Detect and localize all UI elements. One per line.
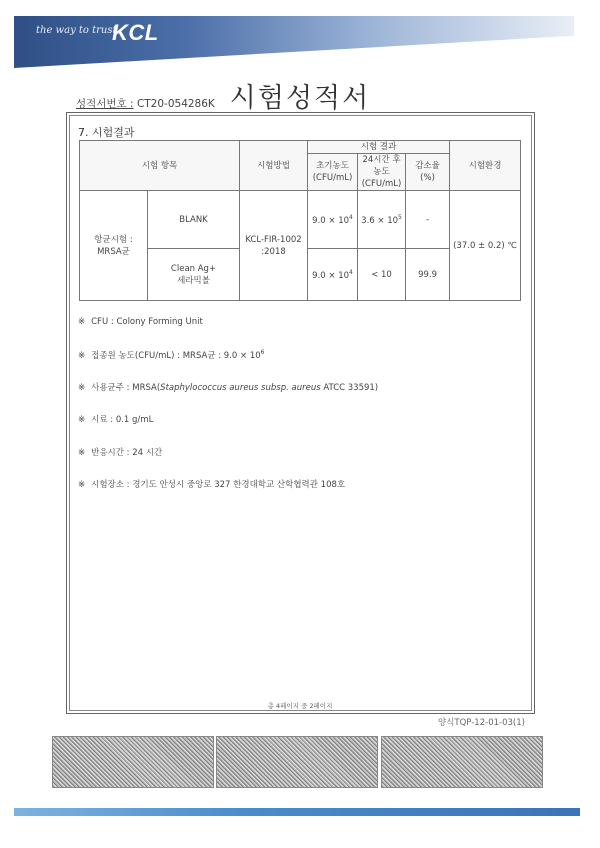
- note-reaction-time: ※ 반응시간 : 24 시간: [78, 448, 163, 458]
- blank-after-24h: $3.6 \times 10^5$: [358, 191, 406, 249]
- header-initial-conc: 초기농도 (CFU/mL): [308, 154, 358, 191]
- header-method: 시험방법: [240, 141, 308, 191]
- note-test-location: ※ 시험장소 : 경기도 안성시 중앙로 327 한경대학교 산학협력관 108호: [78, 480, 346, 490]
- note-sample: ※ 시료 : 0.1 g/mL: [78, 415, 154, 425]
- sample-initial-conc: $9.0 \times 10^4$: [308, 249, 358, 301]
- footer-bar: [14, 808, 580, 816]
- results-table: [79, 140, 521, 301]
- security-pattern-left: [52, 736, 214, 788]
- header-after-24h: 24시간 후 농도 (CFU/mL): [358, 154, 406, 191]
- test-environment: (37.0 ± 0.2) ℃: [450, 191, 521, 301]
- sample-after-24h: < 10: [358, 249, 406, 301]
- report-number-label: 성적서번호 :: [76, 98, 134, 110]
- sample-reduction: 99.9: [406, 249, 450, 301]
- header-banner: [14, 16, 574, 68]
- header-test-item: 시험 항목: [80, 141, 240, 191]
- note-strain: ※ 사용균주 : MRSA(Staphylococcus aureus subsp. aureus ATCC 33591): [78, 383, 379, 393]
- security-pattern-middle: [216, 736, 378, 788]
- sample-blank: BLANK: [148, 191, 240, 249]
- test-method: KCL-FIR-1002 :2018: [240, 191, 308, 301]
- report-number: [76, 96, 215, 111]
- kcl-logo: KCL: [112, 20, 159, 45]
- blank-initial-conc: $9.0 \times 10^4$: [308, 191, 358, 249]
- report-number-value: CT20-054286K: [136, 98, 215, 110]
- form-number: 양식TQP-12-01-03(1): [438, 718, 525, 728]
- header-result-group: 시험 결과: [308, 141, 450, 154]
- section-title: 7. 시험결과: [78, 126, 135, 139]
- note-cfu: ※ CFU : Colony Forming Unit: [78, 317, 203, 327]
- header-environment: 시험환경: [450, 141, 521, 191]
- note-inoculum: ※ 접종원 농도(CFU/mL) : MRSA균 : $9.0 \times 10^6$: [78, 349, 265, 361]
- security-pattern-right: [381, 736, 543, 788]
- page-counter: 총 4페이지 중 2페이지: [267, 702, 333, 710]
- group-label: 항균시험 : MRSA균: [80, 191, 148, 301]
- header-reduction: 감소율 (%): [406, 154, 450, 191]
- blank-reduction: -: [406, 191, 450, 249]
- document-title: 시험성적서: [229, 83, 371, 114]
- sample-clean-ag: Clean Ag+ 세라믹볼: [148, 249, 240, 301]
- tagline: the way to trust: [36, 25, 117, 36]
